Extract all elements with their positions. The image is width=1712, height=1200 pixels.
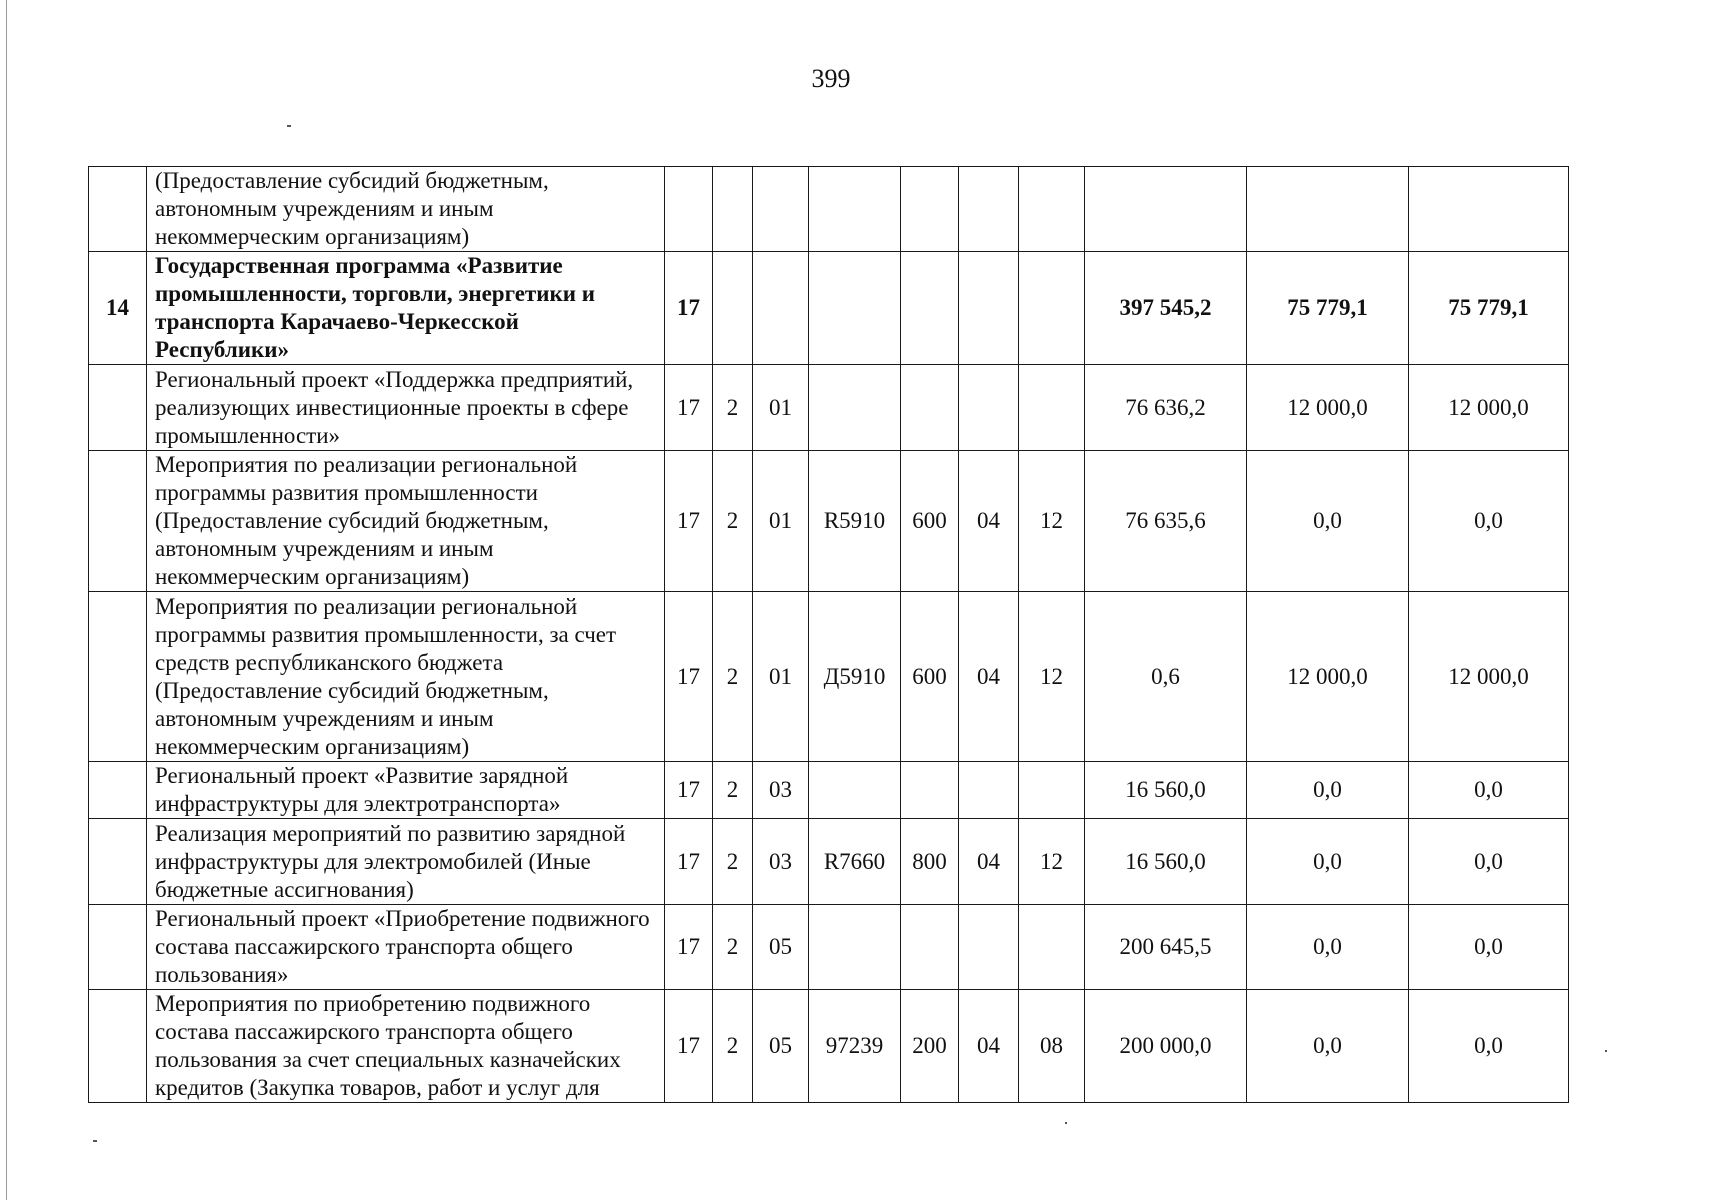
rz-code-cell — [959, 365, 1019, 451]
subsection-code-cell: 01 — [753, 592, 809, 762]
row-number-cell — [89, 365, 147, 451]
amount-2-cell: 0,0 — [1247, 990, 1409, 1103]
row-number-cell — [89, 905, 147, 990]
row-name-cell: Государственная программа «Развитие промышленности, торговли, энергетики и транспорта Карачаево-Черкесской Республики» — [147, 252, 665, 365]
target-article-cell: 97239 — [809, 990, 901, 1103]
amount-1-cell: 0,6 — [1085, 592, 1247, 762]
amount-3-cell: 0,0 — [1409, 451, 1569, 592]
table-row — [89, 592, 1569, 762]
amount-3-cell: 12 000,0 — [1409, 592, 1569, 762]
ministry-code-cell: 17 — [665, 990, 713, 1103]
pr-code-cell: 08 — [1019, 990, 1085, 1103]
section-code-cell: 2 — [713, 451, 753, 592]
row-name-cell: Мероприятия по реализации региональной программы развития промышленности (Предоставление субсидий бюджетным, автономным учреждениям и иным некоммерческим организациям) — [147, 451, 665, 592]
amount-1-cell — [1085, 167, 1247, 252]
ministry-code-cell: 17 — [665, 762, 713, 819]
row-number-cell — [89, 762, 147, 819]
row-number-cell — [89, 990, 147, 1103]
rz-code-cell — [959, 167, 1019, 252]
pr-code-cell: 12 — [1019, 592, 1085, 762]
amount-1-cell: 76 635,6 — [1085, 451, 1247, 592]
scan-speck — [287, 125, 291, 127]
pr-code-cell: 12 — [1019, 819, 1085, 905]
amount-2-cell: 75 779,1 — [1247, 252, 1409, 365]
row-name-cell: Мероприятия по приобретению подвижного состава пассажирского транспорта общего пользования за счет специальных казначейских кредитов (Закупка товаров, работ и услуг для — [147, 990, 665, 1103]
amount-1-cell: 16 560,0 — [1085, 762, 1247, 819]
amount-2-cell: 12 000,0 — [1247, 592, 1409, 762]
ministry-code-cell: 17 — [665, 905, 713, 990]
amount-1-cell: 200 645,5 — [1085, 905, 1247, 990]
row-name-cell: Региональный проект «Приобретение подвижного состава пассажирского транспорта общего пользования» — [147, 905, 665, 990]
scan-speck — [1605, 1050, 1607, 1052]
budget-table — [88, 166, 1569, 1103]
expense-type-cell: 600 — [901, 592, 959, 762]
ministry-code-cell: 17 — [665, 365, 713, 451]
rz-code-cell: 04 — [959, 451, 1019, 592]
amount-3-cell — [1409, 167, 1569, 252]
target-article-cell — [809, 762, 901, 819]
row-name-cell: Реализация мероприятий по развитию зарядной инфраструктуры для электромобилей (Иные бюджетные ассигнования) — [147, 819, 665, 905]
subsection-code-cell: 01 — [753, 451, 809, 592]
expense-type-cell — [901, 762, 959, 819]
target-article-cell — [809, 252, 901, 365]
amount-2-cell: 12 000,0 — [1247, 365, 1409, 451]
amount-1-cell: 200 000,0 — [1085, 990, 1247, 1103]
subsection-code-cell — [753, 252, 809, 365]
rz-code-cell — [959, 905, 1019, 990]
table-row — [89, 762, 1569, 819]
pr-code-cell — [1019, 252, 1085, 365]
target-article-cell — [809, 905, 901, 990]
table-row — [89, 905, 1569, 990]
row-number-cell — [89, 819, 147, 905]
amount-2-cell: 0,0 — [1247, 451, 1409, 592]
pr-code-cell — [1019, 365, 1085, 451]
expense-type-cell — [901, 252, 959, 365]
table-body — [89, 167, 1569, 1103]
ministry-code-cell: 17 — [665, 451, 713, 592]
row-number-cell — [89, 451, 147, 592]
amount-2-cell — [1247, 167, 1409, 252]
target-article-cell: R5910 — [809, 451, 901, 592]
section-code-cell: 2 — [713, 762, 753, 819]
rz-code-cell: 04 — [959, 592, 1019, 762]
rz-code-cell — [959, 252, 1019, 365]
amount-1-cell: 397 545,2 — [1085, 252, 1247, 365]
row-name-cell: Мероприятия по реализации региональной программы развития промышленности, за счет средств республиканского бюджета (Предоставление субсидий бюджетным, автономным учреждениям и иным некоммерческим организациям) — [147, 592, 665, 762]
target-article-cell: Д5910 — [809, 592, 901, 762]
ministry-code-cell — [665, 167, 713, 252]
row-number-cell — [89, 167, 147, 252]
target-article-cell: R7660 — [809, 819, 901, 905]
expense-type-cell: 600 — [901, 451, 959, 592]
expense-type-cell — [901, 905, 959, 990]
target-article-cell — [809, 167, 901, 252]
amount-2-cell: 0,0 — [1247, 905, 1409, 990]
row-name-cell: Региональный проект «Поддержка предприятий, реализующих инвестиционные проекты в сфере промышленности» — [147, 365, 665, 451]
row-name-cell: (Предоставление субсидий бюджетным, автономным учреждениям и иным некоммерческим организациям) — [147, 167, 665, 252]
amount-2-cell: 0,0 — [1247, 762, 1409, 819]
expense-type-cell: 800 — [901, 819, 959, 905]
amount-3-cell: 0,0 — [1409, 819, 1569, 905]
section-code-cell: 2 — [713, 990, 753, 1103]
pr-code-cell — [1019, 762, 1085, 819]
subsection-code-cell — [753, 167, 809, 252]
amount-3-cell: 0,0 — [1409, 762, 1569, 819]
subsection-code-cell: 03 — [753, 762, 809, 819]
section-code-cell: 2 — [713, 819, 753, 905]
expense-type-cell — [901, 365, 959, 451]
table-row — [89, 252, 1569, 365]
ministry-code-cell: 17 — [665, 592, 713, 762]
amount-3-cell: 12 000,0 — [1409, 365, 1569, 451]
amount-3-cell: 75 779,1 — [1409, 252, 1569, 365]
expense-type-cell: 200 — [901, 990, 959, 1103]
section-code-cell: 2 — [713, 905, 753, 990]
row-number-cell — [89, 592, 147, 762]
page-number: 399 — [811, 64, 851, 93]
table-row — [89, 167, 1569, 252]
rz-code-cell: 04 — [959, 990, 1019, 1103]
expense-type-cell — [901, 167, 959, 252]
scan-speck — [1065, 1122, 1067, 1124]
section-code-cell: 2 — [713, 592, 753, 762]
table-row — [89, 819, 1569, 905]
section-code-cell — [713, 252, 753, 365]
pr-code-cell — [1019, 905, 1085, 990]
amount-3-cell: 0,0 — [1409, 990, 1569, 1103]
amount-1-cell: 76 636,2 — [1085, 365, 1247, 451]
row-number-cell: 14 — [89, 252, 147, 365]
amount-1-cell: 16 560,0 — [1085, 819, 1247, 905]
subsection-code-cell: 01 — [753, 365, 809, 451]
page-edge-line — [6, 0, 7, 1200]
target-article-cell — [809, 365, 901, 451]
pr-code-cell: 12 — [1019, 451, 1085, 592]
scan-speck — [93, 1140, 97, 1142]
table-row — [89, 990, 1569, 1103]
row-name-cell: Региональный проект «Развитие зарядной инфраструктуры для электротранспорта» — [147, 762, 665, 819]
ministry-code-cell: 17 — [665, 819, 713, 905]
table-row — [89, 365, 1569, 451]
section-code-cell — [713, 167, 753, 252]
table-row — [89, 451, 1569, 592]
rz-code-cell: 04 — [959, 819, 1019, 905]
rz-code-cell — [959, 762, 1019, 819]
pr-code-cell — [1019, 167, 1085, 252]
section-code-cell: 2 — [713, 365, 753, 451]
ministry-code-cell: 17 — [665, 252, 713, 365]
subsection-code-cell: 03 — [753, 819, 809, 905]
subsection-code-cell: 05 — [753, 990, 809, 1103]
amount-3-cell: 0,0 — [1409, 905, 1569, 990]
amount-2-cell: 0,0 — [1247, 819, 1409, 905]
subsection-code-cell: 05 — [753, 905, 809, 990]
